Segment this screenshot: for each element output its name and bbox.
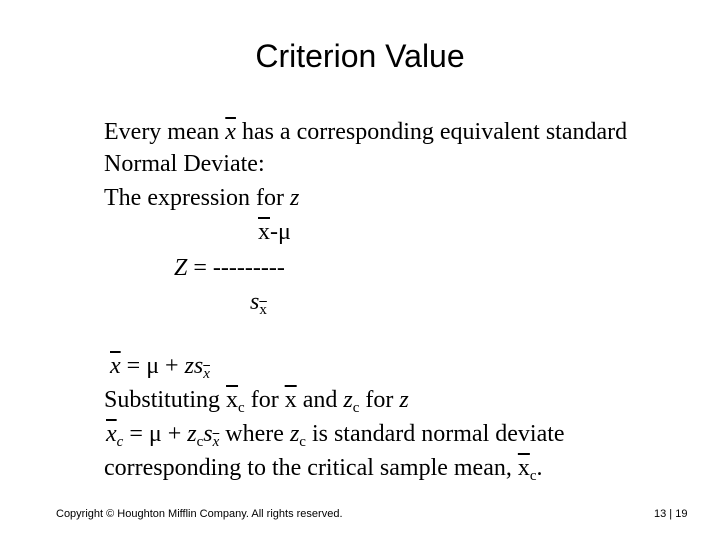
x-bar-symbol: $\overline{x}$: [517, 455, 530, 481]
text: has a corresponding equivalent standard: [235, 119, 628, 145]
body-line-3: [104, 184, 299, 212]
substitution-line: [104, 386, 409, 422]
x-bar-symbol: $\overline{x}$: [225, 119, 236, 145]
text: is standard normal deviate: [305, 421, 565, 447]
subscript-c: c: [352, 400, 360, 416]
text: = μ +: [120, 353, 185, 379]
slide-title: Criterion Value: [255, 38, 465, 74]
text: for: [359, 387, 400, 413]
fraction-numerator: [258, 218, 291, 246]
fraction-denominator: [250, 288, 267, 324]
x-bar-subscript: x: [203, 366, 210, 382]
body-line-1: [104, 118, 627, 146]
zs-symbol: zs: [184, 353, 204, 379]
text: Every mean: [104, 119, 226, 145]
footer-copyright: Copyright © Houghton Mifflin Company. All rights reserved.: [56, 508, 343, 520]
z-symbol: z: [289, 421, 300, 447]
x-bar-symbol: $\overline{x}$: [258, 219, 270, 245]
subscript-c: c: [196, 434, 204, 450]
text: Normal Deviate:: [104, 151, 265, 177]
text: for: [244, 387, 285, 413]
text: = ---------: [187, 255, 285, 281]
z-symbol: Z: [174, 255, 188, 281]
body-line-2: [104, 150, 265, 178]
equation-1: [110, 352, 210, 388]
text: and: [296, 387, 344, 413]
fraction-equation: [174, 254, 285, 282]
equation-2: [106, 420, 565, 456]
text: The expression for: [104, 185, 290, 211]
footer-page-number: 13 | 19: [654, 508, 688, 520]
x-bar-symbol: $\overline{x}$: [106, 421, 117, 447]
text: where: [219, 421, 290, 447]
z-symbol: z: [343, 387, 353, 413]
s-symbol: s: [250, 289, 260, 315]
subscript-c: c: [529, 468, 537, 484]
z-symbol: z: [187, 421, 197, 447]
x-bar-subscript: x: [259, 302, 267, 318]
text: = μ +: [123, 421, 188, 447]
x-bar-subscript: x: [212, 434, 220, 450]
text: Substituting: [104, 387, 227, 413]
x-bar-symbol: $\overline{x}$: [226, 387, 239, 413]
z-symbol: z: [399, 387, 409, 413]
subscript-c: c: [299, 434, 306, 450]
x-bar-symbol: $\overline{x}$: [284, 387, 297, 413]
text: .: [536, 455, 543, 481]
subscript-c: c: [238, 400, 245, 416]
body-line-last: [104, 454, 543, 490]
x-bar-symbol: $\overline{x}$: [110, 353, 121, 379]
s-symbol: s: [203, 421, 213, 447]
text: corresponding to the critical sample mean,: [104, 455, 518, 481]
subscript-c: c: [116, 434, 124, 450]
text: -μ: [270, 219, 291, 245]
z-symbol: z: [289, 185, 300, 211]
